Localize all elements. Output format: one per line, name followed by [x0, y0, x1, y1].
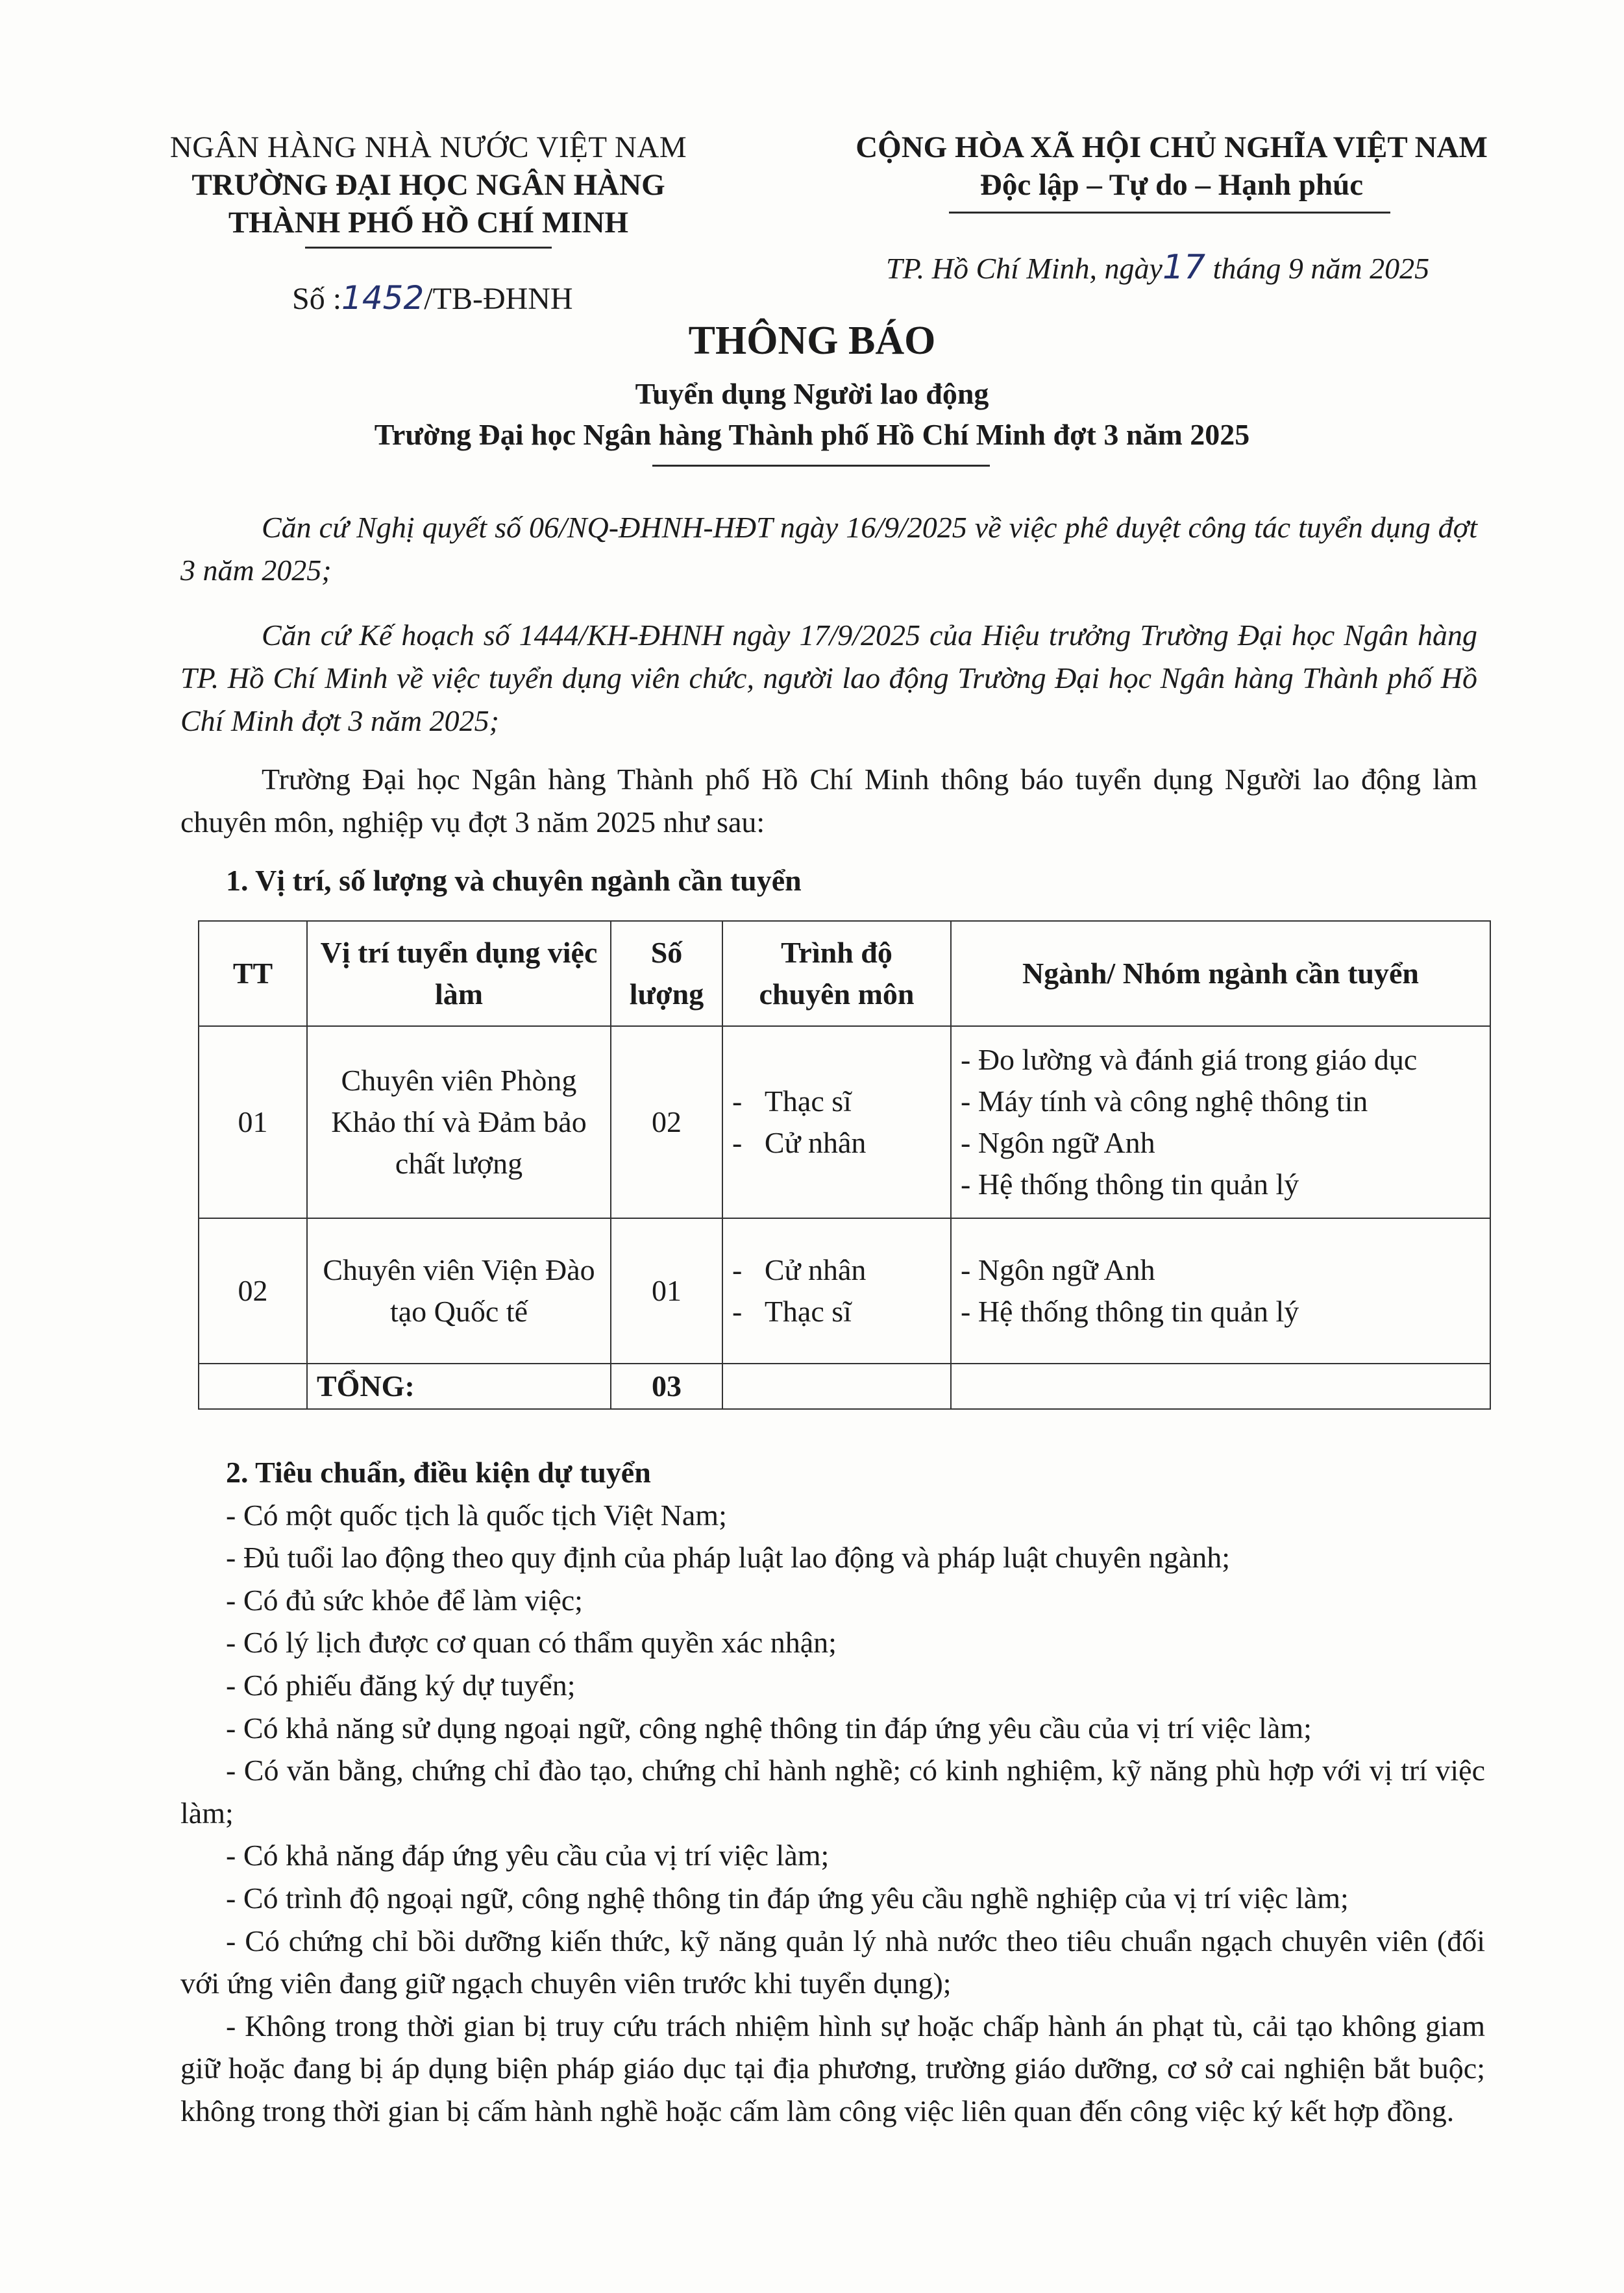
row-position: Chuyên viên Viện Đào tạo Quốc tế [307, 1218, 611, 1364]
level-item: - Cử nhân [732, 1249, 941, 1291]
place-and-date [886, 248, 1429, 287]
criteria-item: - Có trình độ ngoại ngữ, công nghệ thông tin đáp ứng yêu cầu nghề nghiệp của vị trí việc làm; [226, 1881, 1349, 1915]
document-title: THÔNG BÁO [688, 319, 936, 363]
row-tt: 02 [199, 1218, 307, 1364]
header-majors: Ngành/ Nhóm ngành cần tuyển [951, 921, 1490, 1026]
criteria-item: - Có lý lịch được cơ quan có thẩm quyền xác nhận; [226, 1626, 837, 1660]
header-level: Trình độ chuyên môn [722, 921, 951, 1026]
date-suffix: tháng 9 năm 2025 [1205, 252, 1430, 285]
table-row [199, 1026, 1490, 1218]
intro-paragraph: Trường Đại học Ngân hàng Thành phố Hồ Chí Minh thông báo tuyển dụng Người lao động làm chuyên môn, nghiệp vụ đợt 3 năm 2025 như sau: [180, 763, 1477, 839]
org-name-line1: TRƯỜNG ĐẠI HỌC NGÂN HÀNG [191, 168, 665, 202]
total-empty-cell [722, 1364, 951, 1409]
motto-underline-divider [949, 212, 1390, 214]
total-label: TỔNG: [307, 1364, 611, 1409]
row-position: Chuyên viên Phòng Khảo thí và Đảm bảo chất lượng [307, 1026, 611, 1218]
table-total-row [199, 1364, 1490, 1409]
criteria-item: - Không trong thời gian bị truy cứu trách nhiệm hình sự hoặc chấp hành án phạt tù, cải tạo không giam giữ hoặc đang bị áp dụng biện pháp giáo dục tại địa phương, trường giáo dưỡng, cơ sở cai nghiện bắt buộc; không trong thời gian bị cấm hành nghề hoặc cấm làm công việc liên quan đến công việc ký kết hợp đồng. [180, 2009, 1485, 2127]
section-2 [180, 1451, 1485, 2133]
document-subtitle-1: Tuyển dụng Người lao động [635, 377, 989, 410]
level-item: - Cử nhân [732, 1122, 941, 1164]
header-quantity: Số lượng [611, 921, 722, 1026]
major-item: - Hệ thống thông tin quản lý [961, 1291, 1481, 1332]
major-item: - Ngôn ngữ Anh [961, 1122, 1481, 1164]
document-number [292, 279, 573, 317]
level-item: - Thạc sĩ [732, 1081, 941, 1122]
national-motto: Độc lập – Tự do – Hạnh phúc [979, 168, 1364, 202]
date-prefix: TP. Hồ Chí Minh, ngày [886, 252, 1163, 285]
table-row [199, 1218, 1490, 1364]
criteria-item: - Có đủ sức khỏe để làm việc; [226, 1583, 583, 1617]
org-name-line2: THÀNH PHỐ HỒ CHÍ MINH [228, 206, 629, 239]
criteria-item: - Có phiếu đăng ký dự tuyển; [226, 1668, 576, 1702]
section-1-heading: 1. Vị trí, số lượng và chuyên ngành cần tuyển [226, 864, 802, 897]
row-quantity: 01 [611, 1218, 722, 1364]
level-item: - Thạc sĩ [732, 1291, 941, 1332]
total-quantity: 03 [611, 1364, 722, 1409]
date-day-handwritten: 17 [1162, 248, 1206, 287]
section-2-heading: 2. Tiêu chuẩn, điều kiện dự tuyển [226, 1456, 651, 1489]
org-underline-divider [305, 247, 552, 249]
recruitment-table [198, 920, 1491, 1410]
row-majors [951, 1218, 1490, 1364]
major-item: - Hệ thống thông tin quản lý [961, 1164, 1481, 1205]
number-suffix: /TB-ĐHNH [424, 282, 573, 316]
total-empty-cell [199, 1364, 307, 1409]
criteria-item: - Có một quốc tịch là quốc tịch Việt Nam; [226, 1498, 727, 1532]
header-tt: TT [199, 921, 307, 1026]
nation-name: CỘNG HÒA XÃ HỘI CHỦ NGHĨA VIỆT NAM [855, 130, 1488, 164]
major-item: - Máy tính và công nghệ thông tin [961, 1081, 1481, 1122]
major-item: - Đo lường và đánh giá trong giáo dục [961, 1039, 1481, 1081]
title-underline-divider [652, 465, 990, 467]
criteria-item: - Có văn bằng, chứng chỉ đào tạo, chứng chỉ hành nghề; có kinh nghiệm, kỹ năng phù hợp với vị trí việc làm; [180, 1754, 1485, 1830]
row-levels [722, 1218, 951, 1364]
national-heading [815, 129, 1529, 204]
row-quantity: 02 [611, 1026, 722, 1218]
org-parent: NGÂN HÀNG NHÀ NƯỚC VIỆT NAM [169, 130, 687, 164]
number-handwritten: 1452 [341, 279, 424, 317]
issuing-organization [123, 129, 733, 241]
major-item: - Ngôn ngữ Anh [961, 1249, 1481, 1291]
row-majors [951, 1026, 1490, 1218]
header-position: Vị trí tuyển dụng việc làm [307, 921, 611, 1026]
row-tt: 01 [199, 1026, 307, 1218]
criteria-item: - Có khả năng đáp ứng yêu cầu của vị trí việc làm; [226, 1839, 830, 1872]
table-header-row [199, 921, 1490, 1026]
criteria-item: - Có chứng chỉ bồi dưỡng kiến thức, kỹ năng quản lý nhà nước theo tiêu chuẩn ngạch chuyên viên (đối với ứng viên đang giữ ngạch chuyên viên trước khi tuyển dụng); [180, 1924, 1485, 2000]
row-levels [722, 1026, 951, 1218]
total-empty-cell [951, 1364, 1490, 1409]
number-prefix: Số : [292, 282, 342, 316]
legal-basis-1: Căn cứ Nghị quyết số 06/NQ-ĐHNH-HĐT ngày 16/9/2025 về việc phê duyệt công tác tuyển dụng đợt 3 năm 2025; [180, 511, 1477, 587]
criteria-item: - Có khả năng sử dụng ngoại ngữ, công nghệ thông tin đáp ứng yêu cầu của vị trí việc làm; [226, 1711, 1312, 1745]
legal-basis-2: Căn cứ Kế hoạch số 1444/KH-ĐHNH ngày 17/9/2025 của Hiệu trưởng Trường Đại học Ngân hàng TP. Hồ Chí Minh về việc tuyển dụng viên chức, người lao động Trường Đại học Ngân hàng Thành phố Hồ Chí Minh đợt 3 năm 2025; [180, 619, 1477, 737]
criteria-item: - Đủ tuổi lao động theo quy định của pháp luật lao động và pháp luật chuyên ngành; [226, 1541, 1231, 1575]
document-subtitle-2: Trường Đại học Ngân hàng Thành phố Hồ Chí Minh đợt 3 năm 2025 [374, 418, 1250, 451]
